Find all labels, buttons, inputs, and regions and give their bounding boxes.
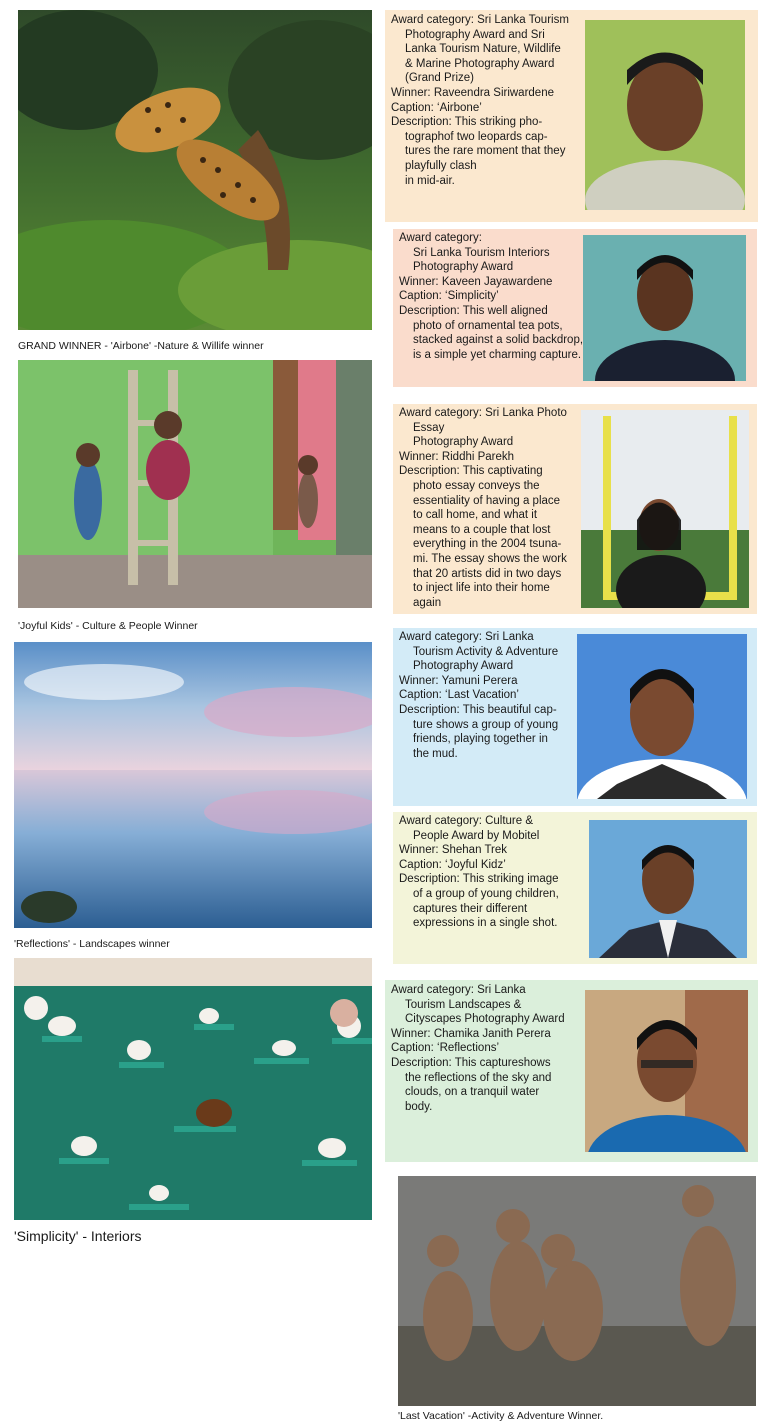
award-category-line: Essay	[413, 421, 445, 434]
description-line: photo essay conveys the	[413, 479, 540, 492]
description-line: stacked against a solid backdrop,	[413, 334, 584, 347]
photo-reflections	[14, 642, 372, 928]
award-category-line: Photography Award	[413, 660, 514, 673]
award-category-line: Award category: Sri Lanka	[399, 631, 534, 643]
winner-portrait	[589, 820, 747, 958]
description-line: mi. The essay shows the work	[413, 552, 567, 565]
award-category-line: Photography Award	[413, 436, 514, 449]
award-card-text	[391, 983, 591, 1114]
caption-line: Caption: ‘Last Vacation’	[399, 689, 519, 702]
award-card-text	[391, 13, 591, 188]
description-line: Description: This striking image	[399, 873, 559, 886]
award-card-interiors	[393, 229, 757, 387]
photo-airbone-leopards	[18, 10, 372, 330]
winner-line: Winner: Shehan Trek	[399, 844, 508, 857]
award-card-culture-people	[393, 812, 757, 964]
award-category-line: & Marine Photography Award	[405, 57, 555, 70]
description-line: Description: This striking pho-	[391, 116, 543, 129]
award-category-line: Award category: Sri Lanka Photo	[399, 407, 567, 419]
description-line: the reflections of the sky and	[405, 1071, 552, 1084]
award-card-text	[399, 630, 589, 761]
caption-line: Caption: ‘Reflections’	[391, 1042, 500, 1055]
award-category-line: Award category:	[399, 232, 482, 244]
description-line: tographof two leopards cap-	[405, 130, 548, 143]
award-category-line: Award category: Culture &	[399, 815, 534, 827]
photo-last-vacation	[398, 1176, 756, 1406]
award-card-photo-essay	[393, 404, 757, 614]
description-line: friends, playing together in	[413, 733, 548, 746]
description-line: body.	[405, 1100, 433, 1113]
award-card-text	[399, 231, 589, 362]
description-line: everything in the 2004 tsuna-	[413, 538, 562, 551]
description-line: captures their different	[413, 902, 528, 915]
winner-portrait	[585, 20, 745, 210]
description-line: means to a couple that lost	[413, 523, 551, 536]
caption-last-vacation: 'Last Vacation' -Activity & Adventure Winner.	[398, 1410, 604, 1422]
winner-portrait	[585, 990, 748, 1152]
winner-portrait	[583, 235, 746, 381]
description-line: of a group of young children,	[413, 887, 559, 900]
description-line: to inject life into their home	[413, 582, 550, 595]
award-card-text	[399, 814, 589, 931]
caption-joyful-kids: 'Joyful Kids' - Culture & People Winner	[18, 620, 198, 632]
description-line: playfully clash	[405, 159, 477, 172]
description-line: that 20 artists did in two days	[413, 567, 562, 580]
award-category-line: People Award by Mobitel	[413, 829, 540, 842]
description-line: Description: This beautiful cap-	[399, 703, 557, 716]
award-category-line: Sri Lanka Tourism Interiors	[413, 246, 550, 259]
award-category-line: Cityscapes Photography Award	[405, 1013, 565, 1026]
caption-line: Caption: ‘Simplicity’	[399, 290, 499, 303]
winner-line: Winner: Riddhi Parekh	[399, 450, 515, 463]
award-card-grand-prize	[385, 10, 758, 222]
description-line: essentiality of having a place	[413, 494, 561, 507]
description-line: Description: This captivating	[399, 465, 543, 478]
winner-portrait	[577, 634, 747, 799]
description-line: photo of ornamental tea pots,	[413, 319, 563, 332]
award-category-line: Award category: Sri Lanka Tourism	[391, 14, 569, 26]
description-line: ture shows a group of young	[413, 718, 559, 731]
winner-line: Winner: Chamika Janith Perera	[391, 1027, 551, 1040]
winner-portrait	[581, 410, 749, 608]
caption-line: Caption: ‘Airbone’	[391, 101, 482, 114]
description-line: clouds, on a tranquil water	[405, 1086, 540, 1099]
award-category-line: Tourism Landscapes &	[405, 998, 522, 1011]
caption-line: Caption: ‘Joyful Kidz’	[399, 858, 506, 871]
description-line: is a simple yet charming capture.	[413, 348, 582, 361]
description-line: the mud.	[413, 747, 458, 760]
description-line: in mid-air.	[405, 174, 455, 187]
award-card-activity-adventure	[393, 628, 757, 806]
award-category-line: Lanka Tourism Nature, Wildlife	[405, 43, 561, 56]
description-line: again	[413, 596, 442, 609]
caption-simplicity: 'Simplicity' - Interiors	[14, 1228, 142, 1244]
description-line: tures the rare moment that they	[405, 145, 566, 158]
description-line: to call home, and what it	[413, 509, 538, 522]
award-category-line: Award category: Sri Lanka	[391, 984, 526, 996]
award-category-line: Photography Award and Sri	[405, 28, 545, 41]
caption-airbone: GRAND WINNER - 'Airbone' -Nature & Willife winner	[18, 340, 264, 352]
winner-line: Winner: Kaveen Jayawardene	[399, 275, 553, 288]
award-card-text	[399, 406, 589, 610]
description-line: Description: This well aligned	[399, 304, 548, 317]
description-line: Description: This captureshows	[391, 1056, 551, 1069]
caption-reflections: 'Reflections' - Landscapes winner	[14, 938, 170, 950]
award-category-line: Photography Award	[413, 261, 514, 274]
winner-line: Winner: Yamuni Perera	[399, 674, 518, 687]
photo-simplicity-teapots	[14, 958, 372, 1220]
award-category-line: Tourism Activity & Adventure	[413, 645, 559, 658]
photo-joyful-kids	[18, 360, 372, 608]
description-line: expressions in a single shot.	[413, 917, 558, 930]
award-card-landscapes	[385, 980, 758, 1162]
winner-line: Winner: Raveendra Siriwardene	[391, 86, 554, 99]
award-category-line: (Grand Prize)	[405, 72, 475, 85]
